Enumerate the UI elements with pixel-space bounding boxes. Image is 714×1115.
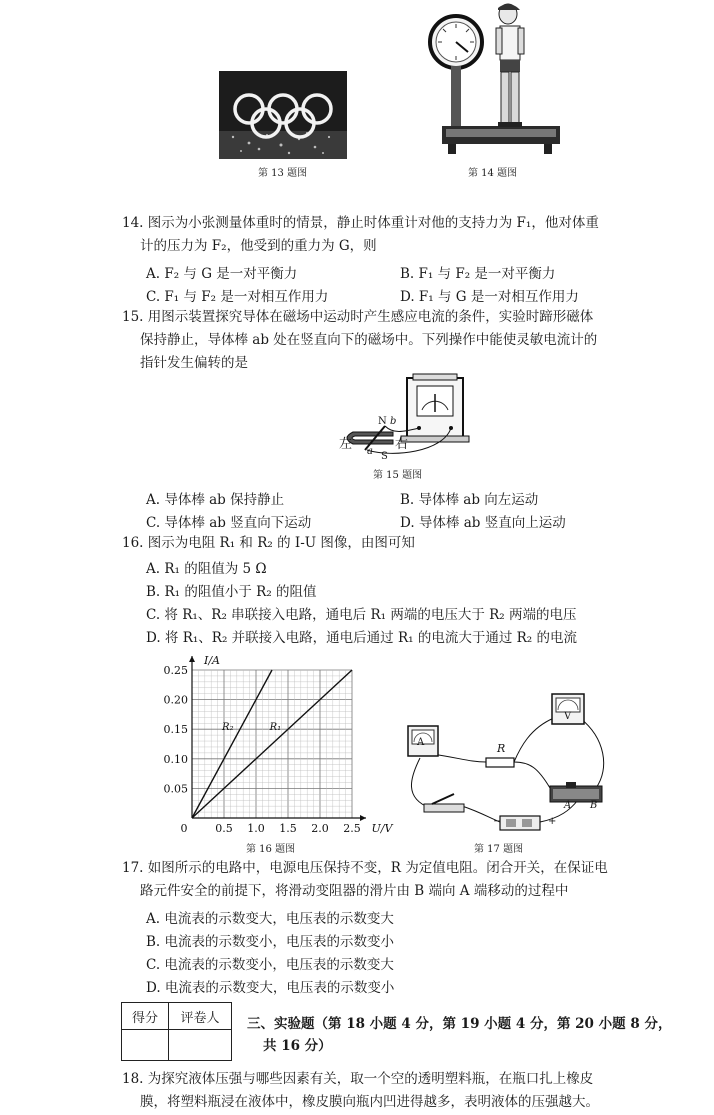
x-tick-label: 0.5 [215, 822, 233, 835]
figure-17-slider-a-label: A [564, 800, 572, 811]
figure-16-chart [152, 648, 393, 838]
q14-option-c: C. F₁ 与 F₂ 是一对相互作用力 [146, 289, 329, 305]
q17-option-a: A. 电流表的示数变大，电压表的示数变大 [146, 911, 394, 927]
figure-15-label-n: N [378, 416, 387, 427]
y-axis-label: I/A [204, 654, 220, 667]
q15-line-2: 保持静止，导体棒 ab 处在竖直向下的磁场中。下列操作中能使灵敏电流计的 [140, 332, 598, 348]
figure-17-minus-label: − [493, 816, 502, 827]
figure-15-caption: 第 15 题图 [373, 470, 423, 481]
figure-17-plus-label: + [548, 816, 557, 827]
figure-17-caption: 第 17 题图 [474, 844, 524, 855]
q15-line-3: 指针发生偏转的是 [140, 355, 248, 371]
y-axis-arrow [189, 656, 195, 662]
q14-line-2: 计的压力为 F₂，他受到的重力为 G，则 [140, 238, 377, 254]
figure-15-label-s: S [381, 451, 388, 462]
q16-option-a: A. R₁ 的阻值为 5 Ω [146, 561, 267, 577]
figure-17-slider-b-label: B [590, 800, 598, 811]
q17-option-c: C. 电流表的示数变小，电压表的示数变大 [146, 957, 394, 973]
section-3-heading-line-2: 共 16 分） [263, 1038, 332, 1054]
q17-option-d: D. 电流表的示数变大，电压表的示数变小 [146, 980, 395, 996]
chart-series [192, 670, 352, 818]
figure-17-resistor-label: R [497, 742, 506, 755]
q16-option-d: D. 将 R₁、R₂ 并联接入电路，通电后通过 R₁ 的电流大于通过 R₂ 的电流 [146, 630, 577, 646]
q15-option-d: D. 导体棒 ab 竖直向上运动 [400, 515, 566, 531]
x-tick-label: 2.0 [311, 822, 329, 835]
figure-15-label-b: b [390, 416, 397, 427]
q16-line-1: 16. 图示为电阻 R₁ 和 R₂ 的 I-U 图像，由图可知 [122, 535, 415, 551]
figure-13-photo [219, 71, 347, 159]
figure-17-voltmeter-label: V [564, 711, 572, 722]
series-label-r1: R₁ [269, 722, 282, 734]
q15-option-b: B. 导体棒 ab 向左运动 [400, 492, 539, 508]
q16-option-b: B. R₁ 的阻值小于 R₂ 的阻值 [146, 584, 317, 600]
figure-17-ammeter-label: A [417, 737, 425, 748]
y-tick-label: 0.20 [163, 693, 188, 707]
figure-15-label-right: 右 [395, 437, 409, 452]
origin-label: 0 [180, 822, 188, 835]
figure-14-scale-illustration [420, 0, 570, 162]
q14-option-d: D. F₁ 与 G 是一对相互作用力 [400, 289, 579, 305]
figure-15-label-left: 左 [339, 437, 353, 452]
series-line-r1 [192, 670, 352, 818]
series-label-r2: R₂ [222, 722, 234, 734]
figure-13-caption: 第 13 题图 [258, 168, 308, 179]
section-3-heading-line-1: 三、实验题（第 18 小题 4 分，第 19 小题 4 分，第 20 小题 8 分， [247, 1016, 672, 1032]
y-tick-label: 0.05 [163, 782, 188, 796]
x-axis-arrow [360, 815, 366, 821]
q18-line-1: 18. 为探究液体压强与哪些因素有关，取一个空的透明塑料瓶，在瓶口扎上橡皮 [122, 1071, 594, 1087]
score-cell[interactable] [122, 1030, 169, 1061]
q16-option-c: C. 将 R₁、R₂ 串联接入电路，通电后 R₁ 两端的电压大于 R₂ 两端的电压 [146, 607, 577, 623]
y-tick-label: 0.15 [163, 723, 188, 737]
figure-16-caption: 第 16 题图 [246, 844, 296, 855]
q17-option-b: B. 电流表的示数变小，电压表的示数变小 [146, 934, 395, 950]
y-tick-label: 0.10 [163, 752, 188, 766]
q15-option-a: A. 导体棒 ab 保持静止 [146, 492, 285, 508]
q14-option-b: B. F₁ 与 F₂ 是一对平衡力 [400, 266, 556, 282]
score-header: 得分 [122, 1003, 169, 1030]
iu-chart-svg [152, 648, 393, 838]
x-axis-label: U/V [371, 822, 393, 835]
x-tick-label: 1.0 [247, 822, 265, 835]
q14-line-1: 14. 图示为小张测量体重时的情景，静止时体重计对他的支持力为 F₁，他对体重 [122, 215, 599, 231]
q15-option-c: C. 导体棒 ab 竖直向下运动 [146, 515, 312, 531]
q18-line-2: 膜，将塑料瓶浸在液体中，橡皮膜向瓶内凹进得越多，表明液体的压强越大。 [140, 1094, 599, 1110]
q14-option-a: A. F₂ 与 G 是一对平衡力 [146, 266, 298, 282]
figure-15-label-a: a [367, 446, 373, 457]
q17-line-1: 17. 如图所示的电路中，电源电压保持不变，R 为定值电阻。闭合开关，在保证电 [122, 860, 608, 876]
y-tick-label: 0.25 [163, 664, 188, 677]
x-tick-label: 2.5 [343, 822, 361, 835]
q17-line-2: 路元件安全的前提下，将滑动变阻器的滑片由 B 端向 A 端移动的过程中 [140, 883, 569, 899]
figure-17-circuit [390, 688, 622, 834]
score-table [121, 1002, 232, 1061]
series-line-r2 [192, 670, 272, 818]
grader-cell[interactable] [169, 1030, 232, 1061]
x-tick-label: 1.5 [279, 822, 297, 835]
figure-14-caption: 第 14 题图 [468, 168, 518, 179]
q15-line-1: 15. 用图示装置探究导体在磁场中运动时产生感应电流的条件，实验时蹄形磁体 [122, 309, 594, 325]
grader-header: 评卷人 [169, 1003, 232, 1030]
